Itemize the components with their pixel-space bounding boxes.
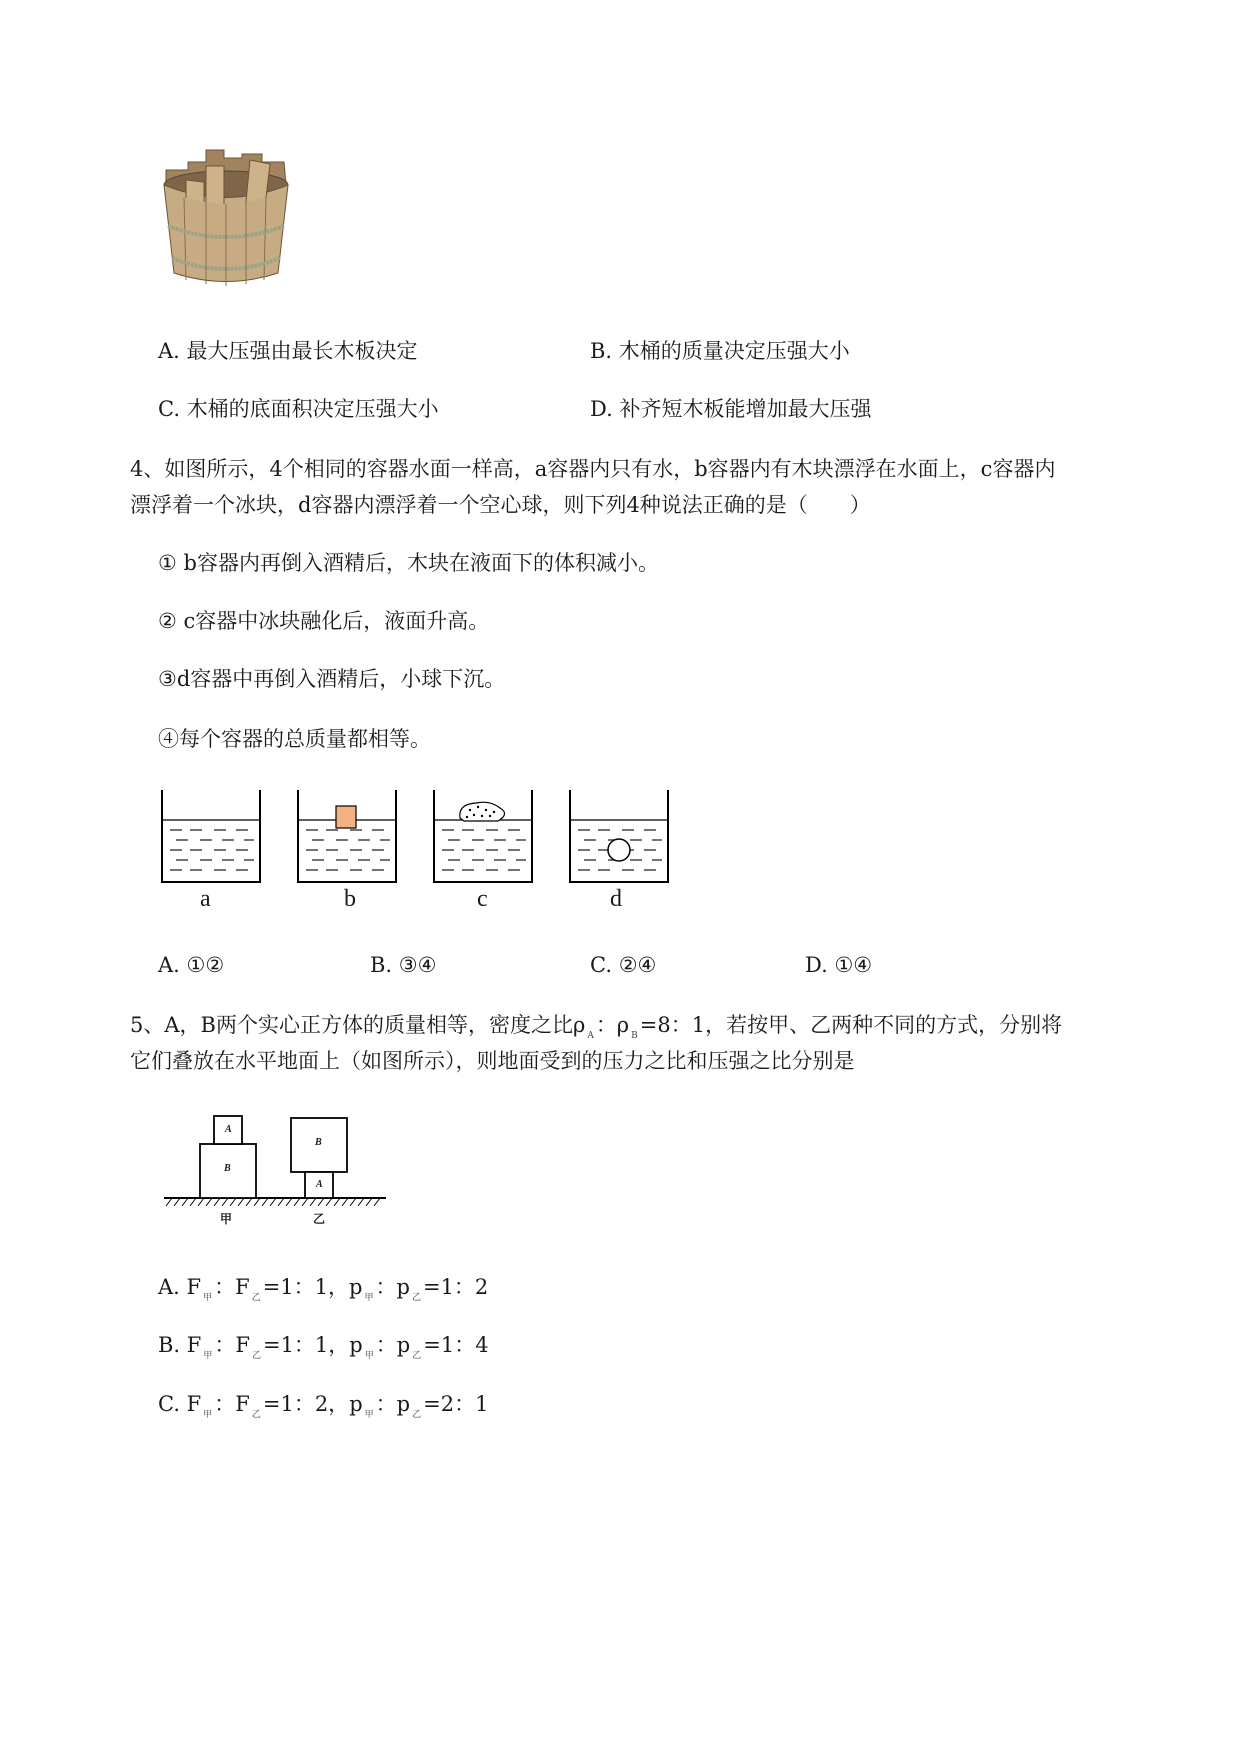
- option-text: 补齐短木板能增加最大压强: [619, 397, 872, 421]
- option-text: ②④: [618, 953, 657, 977]
- option-text: 木桶的底面积决定压强大小: [186, 397, 439, 421]
- rho-subscript-b: B: [631, 1031, 638, 1041]
- container-label-d: d: [610, 886, 622, 912]
- q4-stem-line1: 4、如图所示，4个相同的容器水面一样高，a容器内只有水，b容器内有木块漂浮在水面上，c容器内: [130, 457, 1056, 481]
- wood-block: [336, 806, 356, 828]
- q4-stem-line2: 漂浮着一个冰块，d容器内漂浮着一个空心球，则下列4种说法正确的是（ ）: [130, 493, 871, 517]
- sub-jia: 甲: [203, 1351, 213, 1361]
- hollow-ball: [608, 839, 630, 861]
- stacked-cubes-figure: [160, 1110, 390, 1230]
- q3-option-c: [158, 396, 439, 422]
- q3-option-b: [590, 338, 850, 364]
- option-key: B.: [370, 953, 393, 977]
- q3-option-a: [158, 338, 418, 364]
- q4-statement-1: ① b容器内再倒入酒精后，木块在液面下的体积减小。: [158, 551, 659, 575]
- rho-subscript-a: A: [587, 1031, 594, 1041]
- q5-stem-line1: [130, 1012, 1062, 1043]
- container-d: [570, 790, 668, 882]
- q5-option-b: B. F $_甲$：F $_乙$=1：1，p $_甲$：p $_乙$=1：4: [158, 1333, 489, 1361]
- q5-stem-part2: ：ρ: [595, 1013, 630, 1037]
- q4-option-d: [805, 952, 872, 978]
- option-key: A.: [158, 339, 180, 363]
- sub-jia: 甲: [364, 1293, 374, 1303]
- sub-jia: 甲: [203, 1410, 213, 1420]
- option-text: ③④: [398, 953, 437, 977]
- option-text: 木桶的质量决定压强大小: [618, 339, 850, 363]
- label-yi: 乙: [313, 1212, 326, 1226]
- q5-stem-part1: 5、A，B两个实心正方体的质量相等，密度之比ρ: [130, 1013, 586, 1037]
- sub-yi: 乙: [251, 1351, 261, 1361]
- force-ratio: =1：1，: [262, 1333, 350, 1357]
- option-key: A.: [158, 953, 180, 977]
- q5-stem-part3: =8：1，若按甲、乙两种不同的方式，分别将: [639, 1013, 1063, 1037]
- option-key: C.: [590, 953, 612, 977]
- option-key: C.: [158, 1392, 180, 1416]
- sub-jia: 甲: [203, 1293, 213, 1303]
- q4-statement-3: ③d容器中再倒入酒精后，小球下沉。: [158, 667, 506, 691]
- container-c: [434, 790, 532, 882]
- q4-statement-4: ④每个容器的总质量都相等。: [158, 727, 431, 751]
- option-key: B.: [158, 1333, 181, 1357]
- option-key: D.: [590, 397, 613, 421]
- jia-label-b: B: [224, 1163, 231, 1174]
- q3-option-d: [590, 396, 871, 422]
- option-text: 最大压强由最长木板决定: [186, 339, 418, 363]
- container-label-a: a: [200, 886, 211, 912]
- q4-statement-2: ② c容器中冰块融化后，液面升高。: [158, 609, 490, 633]
- q4-option-a: [158, 952, 224, 978]
- option-key: D.: [805, 953, 828, 977]
- label-jia: 甲: [220, 1212, 233, 1226]
- ice-block: [460, 802, 505, 821]
- container-label-c: c: [477, 886, 488, 912]
- sub-yi: 乙: [251, 1293, 261, 1303]
- q4-option-b: [370, 952, 436, 978]
- yi-label-a: A: [316, 1179, 323, 1190]
- sub-yi: 乙: [411, 1293, 421, 1303]
- q5-option-c: C. F $_甲$：F $_乙$=1：2，p $_甲$：p $_乙$=2：1: [158, 1392, 489, 1420]
- option-text: ①④: [834, 953, 873, 977]
- sub-yi: 乙: [412, 1351, 422, 1361]
- container-label-b: b: [344, 886, 356, 912]
- force-ratio: =1：1，: [262, 1275, 350, 1299]
- jia-label-a: A: [225, 1124, 232, 1135]
- q4-option-c: [590, 952, 656, 978]
- sub-yi: 乙: [251, 1410, 261, 1420]
- option-key: C.: [158, 397, 180, 421]
- q5-stem-line2: 它们叠放在水平地面上（如图所示），则地面受到的压力之比和压强之比分别是: [130, 1049, 855, 1073]
- pressure-ratio: =2：1: [423, 1392, 489, 1416]
- pressure-ratio: =1：2: [422, 1275, 489, 1299]
- sub-jia: 甲: [364, 1410, 374, 1420]
- sub-jia: 甲: [364, 1351, 374, 1361]
- pressure-ratio: =1：4: [423, 1333, 489, 1357]
- force-ratio: =1：2，: [262, 1392, 350, 1416]
- q5-option-a: A. F $_甲$：F $_乙$=1：1，p $_甲$：p $_乙$=1：2: [158, 1275, 489, 1303]
- container-a: [162, 790, 260, 882]
- option-text: ①②: [186, 953, 225, 977]
- yi-label-b: B: [315, 1137, 322, 1148]
- container-b: [298, 790, 396, 882]
- containers-figure: [150, 785, 680, 925]
- sub-yi: 乙: [412, 1410, 422, 1420]
- option-key: A.: [158, 1275, 180, 1299]
- wooden-bucket-figure: [158, 140, 298, 290]
- option-key: B.: [590, 339, 613, 363]
